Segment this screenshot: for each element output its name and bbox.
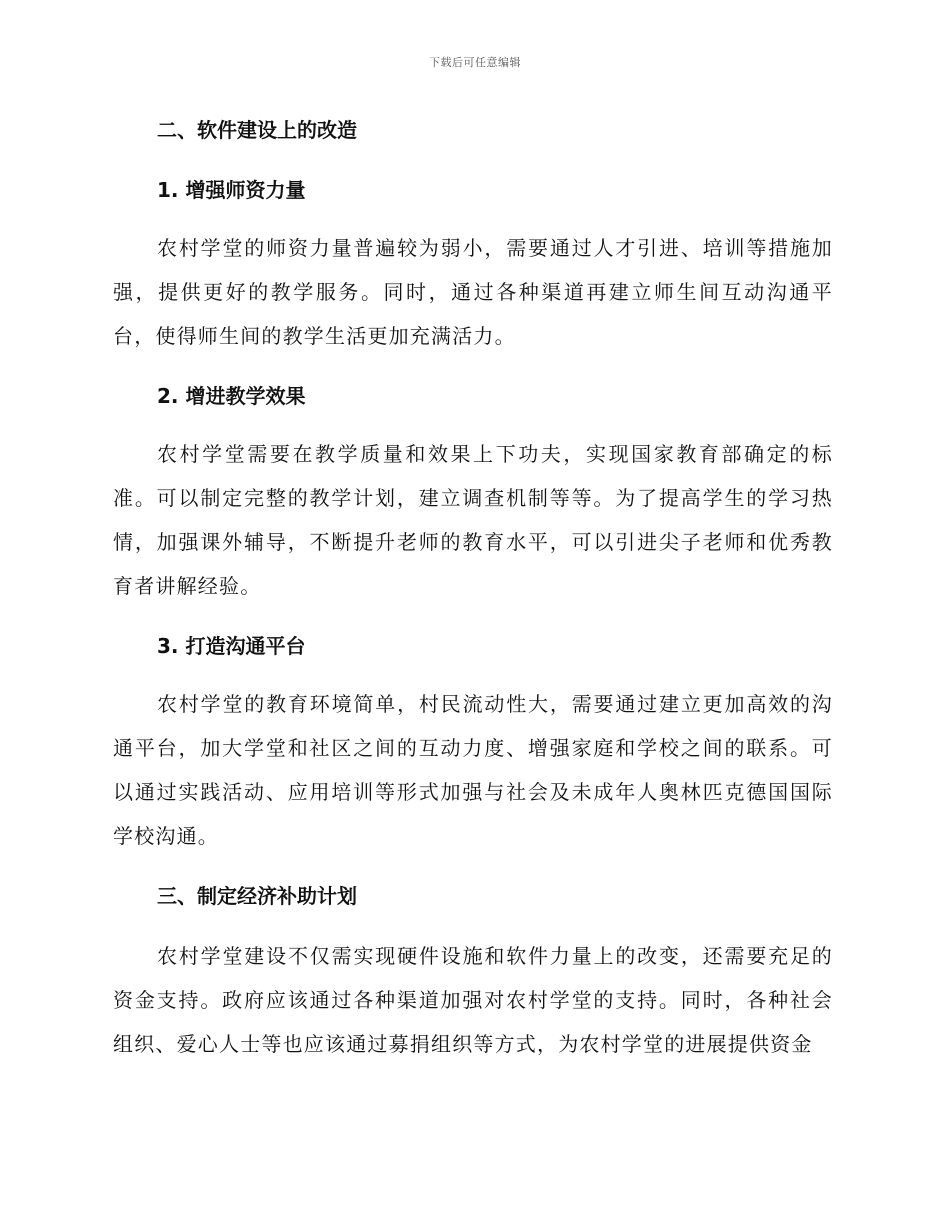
subheading-teaching-effect: 2. 增进教学效果 xyxy=(157,384,306,408)
subheading-communication-platform: 3. 打造沟通平台 xyxy=(157,634,306,658)
subheading-teacher-strength: 1. 增强师资力量 xyxy=(157,178,306,202)
page-header-note: 下载后可任意编辑 xyxy=(429,56,521,69)
paragraph-teacher-strength: 农村学堂的师资力量普遍较为弱小，需要通过人才引进、培训等措施加强，提供更好的教学服务。同时，通过各种渠道再建立师生间互动沟通平台，使得师生间的教学生活更加充满活力。 xyxy=(113,236,833,348)
section-heading-software: 二、软件建设上的改造 xyxy=(157,118,357,142)
paragraph-subsidy: 农村学堂建设不仅需实现硬件设施和软件力量上的改变，还需要充足的资金支持。政府应该通过各种渠道加强对农村学堂的支持。同时，各种社会组织、爱心人士等也应该通过募捐组织等方式，为农村学堂的进展提供资金 xyxy=(113,944,833,1056)
document-body xyxy=(113,108,833,1082)
paragraph-teaching-effect: 农村学堂需要在教学质量和效果上下功夫，实现国家教育部确定的标准。可以制定完整的教学计划，建立调查机制等等。为了提高学生的学习热情，加强课外辅导，不断提升老师的教育水平，可以引进尖子老师和优秀教育者讲解经验。 xyxy=(113,442,833,598)
section-heading-subsidy: 三、制定经济补助计划 xyxy=(157,884,357,908)
paragraph-communication-platform: 农村学堂的教育环境简单，村民流动性大，需要通过建立更加高效的沟通平台，加大学堂和社区之间的互动力度、增强家庭和学校之间的联系。可以通过实践活动、应用培训等形式加强与社会及未成年人奥林匹克德国国际学校沟通。 xyxy=(113,692,833,848)
